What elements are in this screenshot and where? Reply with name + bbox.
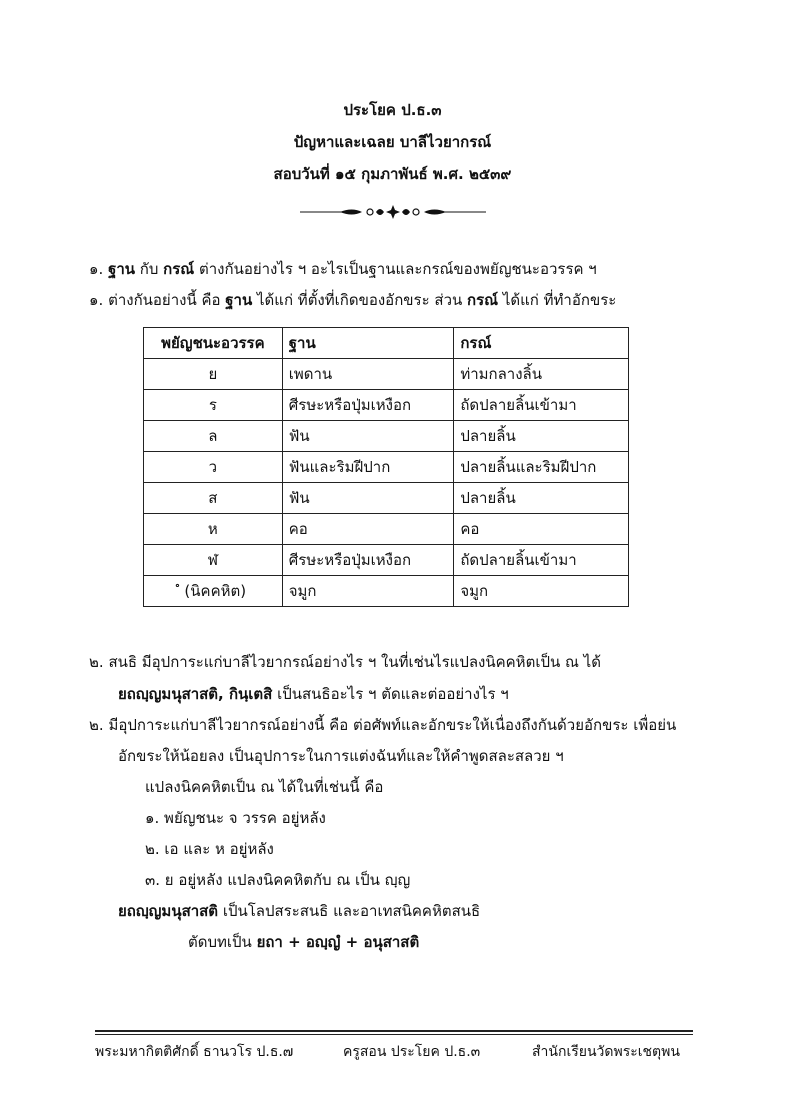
- table-cell: ถัดปลายลิ้นเข้ามา: [454, 545, 629, 576]
- table-cell: ว: [144, 452, 283, 483]
- pali-examples: ยถญฺญมนุสาสติ, กินฺเตสิ: [118, 685, 273, 703]
- question-2-text: สนธิ มีอุปการะแก่บาลีไวยากรณ์อย่างไร ฯ ในที่เช่นไรแปลงนิคคหิตเป็น ณ ได้: [108, 653, 601, 671]
- question-2-text-b: เป็นสนธิอะไร ฯ ตัดและต่ออย่างไร ฯ: [272, 685, 509, 703]
- list-item: ๑. พยัญชนะ จ วรรค อยู่หลัง: [145, 809, 326, 827]
- header-line-2: ปัญหาและเฉลย บาลีไวยากรณ์: [293, 133, 492, 151]
- table-cell: ปลายลิ้น: [454, 483, 629, 514]
- table-cell: ถัดปลายลิ้นเข้ามา: [454, 390, 629, 421]
- table-cell: ํ (นิคคหิต): [144, 576, 283, 607]
- answer-2-line-2: อักขระให้น้อยลง เป็นอุปการะในการแต่งฉันท์และให้คำพูดสละสลวย ฯ: [118, 747, 564, 765]
- list-item: ๓. ย อยู่หลัง แปลงนิคคหิตกับ ณ เป็น ญฺญ: [145, 871, 411, 889]
- footer-center: ครูสอน ประโยค ป.ธ.๓: [343, 1044, 481, 1060]
- table-row: [144, 359, 629, 390]
- table-cell: เพดาน: [282, 359, 454, 390]
- table-header-cell: ฐาน: [282, 328, 454, 359]
- term-kon: กรณ์: [467, 291, 499, 309]
- question-1-text-b: ต่างกันอย่างไร ฯ อะไรเป็นฐานและกรณ์ของพยัญชนะอวรรค ฯ: [194, 260, 597, 278]
- table-cell: ฬ: [144, 545, 283, 576]
- table-cell: ฟันและริมฝีปาก: [282, 452, 454, 483]
- table-cell: ฟัน: [282, 421, 454, 452]
- footer-right: สำนักเรียนวัดพระเชตุพน: [532, 1044, 680, 1060]
- table-cell: คอ: [282, 514, 454, 545]
- answer-2-line-1: [89, 715, 676, 735]
- table-row: [144, 576, 629, 607]
- table-header-row: [144, 328, 629, 359]
- table-row: [144, 545, 629, 576]
- table-cell: คอ: [454, 514, 629, 545]
- answer-2-number: ๒.: [89, 716, 104, 734]
- table-header-cell: กรณ์: [454, 328, 629, 359]
- table-row: [144, 421, 629, 452]
- table-cell: ท่ามกลางลิ้น: [454, 359, 629, 390]
- table-cell: ศีรษะหรือปุ่มเหงือก: [282, 545, 454, 576]
- footer-divider: [95, 1034, 693, 1035]
- question-1: [89, 259, 597, 279]
- answer-2-text: มีอุปการะแก่บาลีไวยากรณ์อย่างนี้ คือ ต่อศัพท์และอักขระให้เนื่องถึงกันด้วยอักขระ เพื่อย่น: [108, 716, 677, 734]
- header-line-3: สอบวันที่ ๑๕ กุมภาพันธ์ พ.ศ. ๒๕๓๙: [273, 165, 512, 183]
- table-cell: ล: [144, 421, 283, 452]
- table-header-cell: พยัญชนะอวรรค: [144, 328, 283, 359]
- answer-1-text-c: ได้แก่ ที่ทำอักขระ: [498, 291, 617, 309]
- answer-2-line-5: [188, 932, 419, 952]
- table-cell: จมูก: [454, 576, 629, 607]
- table-cell: ส: [144, 483, 283, 514]
- ornament-divider-icon: [300, 204, 486, 220]
- table-cell: จมูก: [282, 576, 454, 607]
- answer-2-text-d: เป็นโลปสระสนธิ และอาเทสนิคคหิตสนธิ: [218, 902, 481, 920]
- question-2-line-1: [89, 652, 601, 672]
- table-cell: ปลายลิ้น: [454, 421, 629, 452]
- term-kon: กรณ์: [163, 260, 195, 278]
- table-row: [144, 483, 629, 514]
- question-2-number: ๒.: [89, 653, 104, 671]
- footer-left: พระมหากิตติศักดิ์ ธานวโร ป.ธ.๗: [95, 1044, 294, 1060]
- list-item: ๒. เอ และ ห อยู่หลัง: [145, 840, 274, 858]
- answer-1-text-a: ต่างกันอย่างนี้ คือ: [108, 291, 226, 309]
- answer-2-line-3: แปลงนิคคหิตเป็น ณ ได้ในที่เช่นนี้ คือ: [145, 778, 384, 796]
- answer-1-number: ๑.: [89, 291, 104, 309]
- answer-1: [89, 290, 616, 310]
- table-cell: ฟัน: [282, 483, 454, 514]
- question-1-number: ๑.: [89, 260, 104, 278]
- answer-2-line-4: [118, 901, 480, 921]
- term-than: ฐาน: [108, 260, 136, 278]
- table-cell: ร: [144, 390, 283, 421]
- table-row: [144, 514, 629, 545]
- table-cell: ย: [144, 359, 283, 390]
- answer-2-text-e: ตัดบทเป็น: [188, 933, 257, 951]
- table-row: [144, 390, 629, 421]
- table-cell: ห: [144, 514, 283, 545]
- footer-divider: [95, 1030, 693, 1032]
- table-row: [144, 452, 629, 483]
- pali-split: ยถา + อญฺญํ + อนุสาสติ: [256, 933, 420, 951]
- table-cell: ปลายลิ้นและริมฝีปาก: [454, 452, 629, 483]
- question-1-text-a: กับ: [135, 260, 164, 278]
- header-line-1: ประโยค ป.ธ.๓: [343, 101, 442, 119]
- question-2-line-2: [118, 684, 509, 704]
- term-than: ฐาน: [225, 291, 253, 309]
- table-cell: ศีรษะหรือปุ่มเหงือก: [282, 390, 454, 421]
- answer-1-text-b: ได้แก่ ที่ตั้งที่เกิดของอักขระ ส่วน: [252, 291, 468, 309]
- consonant-table: [143, 327, 629, 607]
- pali-term: ยถญฺญมนุสาสติ: [118, 902, 219, 920]
